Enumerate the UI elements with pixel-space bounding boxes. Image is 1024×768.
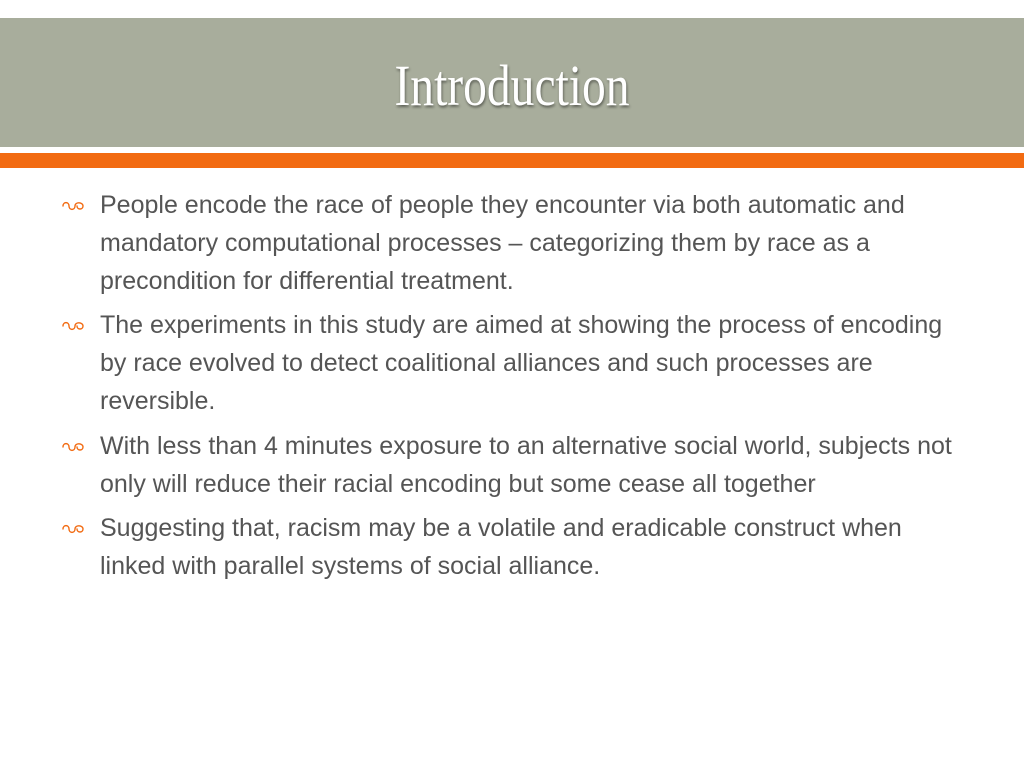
curl-bullet-icon bbox=[62, 320, 84, 332]
accent-bar bbox=[0, 153, 1024, 168]
bullet-item bbox=[62, 510, 962, 586]
bullet-list bbox=[62, 187, 962, 593]
curl-bullet-icon bbox=[62, 523, 84, 535]
curl-bullet-icon bbox=[62, 200, 84, 212]
slide-title: Introduction bbox=[394, 53, 630, 118]
bullet-item bbox=[62, 307, 962, 420]
bullet-item bbox=[62, 428, 962, 504]
bullet-text: With less than 4 minutes exposure to an alternative social world, subjects not only will reduce their racial encoding but some cease all together bbox=[100, 431, 952, 498]
curl-bullet-icon bbox=[62, 441, 84, 453]
bullet-text: The experiments in this study are aimed at showing the process of encoding by race evolved to detect coalitional alliances and such processes are reversible. bbox=[100, 311, 943, 415]
bullet-item bbox=[62, 187, 962, 300]
title-bar bbox=[0, 18, 1024, 147]
bullet-text: Suggesting that, racism may be a volatile and eradicable construct when linked with parallel systems of social alliance. bbox=[100, 514, 902, 581]
bullet-text: People encode the race of people they encounter via both automatic and mandatory computational processes – categorizing them by race as a precondition for differential treatment. bbox=[100, 191, 905, 295]
